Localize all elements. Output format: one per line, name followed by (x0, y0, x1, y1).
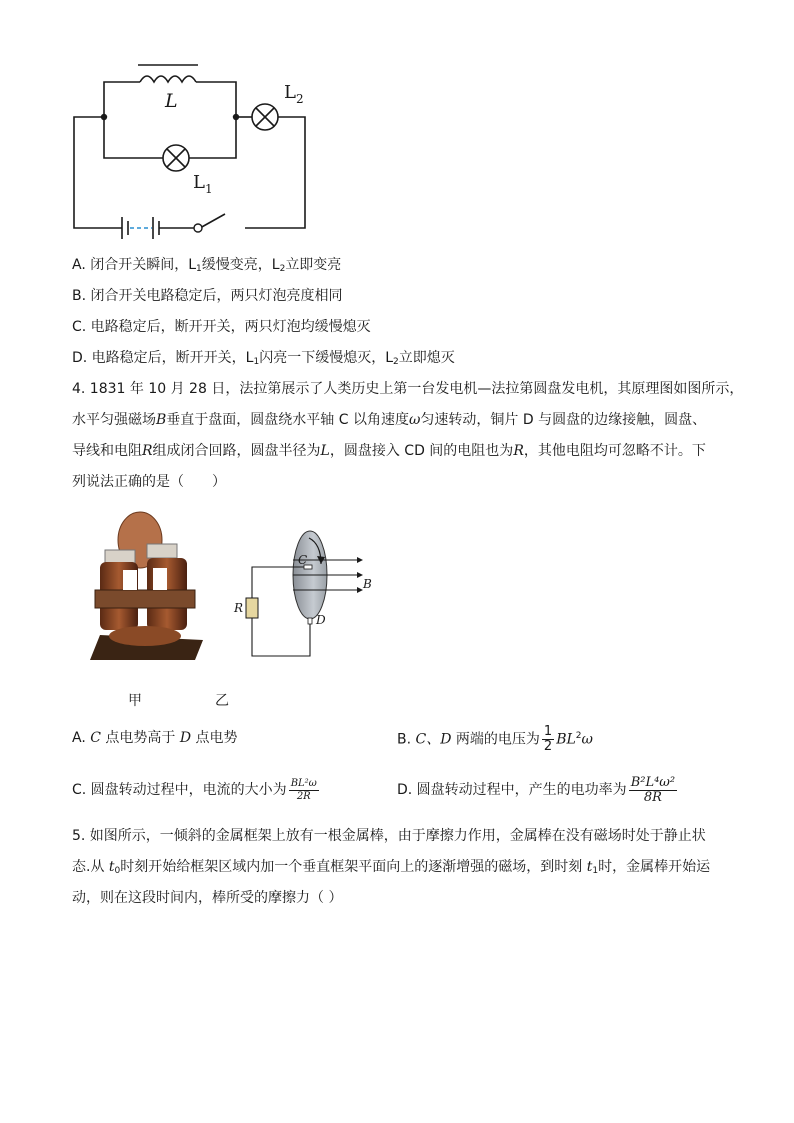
figure-label-jia: 甲 (128, 693, 142, 709)
lamp-l2-label: $L_2$ (284, 82, 304, 106)
q4-option-a: A. C 点电势高于 D 点电势 (72, 730, 238, 746)
q4-stem-line-3: 导线和电阻R组成闭合回路，圆盘半径为L，圆盘接入 CD 间的电阻也为R，其他电阻均可忽略不计。下 (72, 443, 706, 459)
disc-axis-c-label: C (298, 553, 308, 567)
q4-option-b: B. C、D 两端的电压为 $\frac{1}{2}$ $BL^2\omega$ (397, 724, 593, 755)
q4-stem-line-4: 列说法正确的是（ ） (72, 474, 226, 490)
q5-stem-line-2: 态.从 $t_0$时刻开始给框架区域内加一个垂直框架平面向上的逐渐增强的磁场，到时刻 $t_1$时，金属棒开始运 (72, 859, 711, 876)
q3-option-b: B. 闭合开关电路稳定后，两只灯泡亮度相同 (72, 288, 343, 304)
inductor-label: L (165, 90, 178, 112)
resistor-r-label: R (234, 601, 244, 615)
faraday-disc-generator-photo (85, 510, 205, 670)
inductor-lamp-circuit-diagram (60, 55, 330, 250)
lamp-l1-icon (163, 145, 189, 171)
q3-option-c: C. 电路稳定后，断开开关，两只灯泡均缓慢熄灭 (72, 319, 371, 335)
faraday-disc-schematic (225, 520, 385, 665)
q4-stem-line-2: 水平匀强磁场B垂直于盘面，圆盘绕水平轴 C 以角速度ω匀速转动，铜片 D 与圆盘的边缘接触，圆盘、 (72, 412, 707, 428)
magnetic-field-b-label: B (363, 577, 372, 591)
lamp-l1-label: $L_1$ (193, 172, 213, 196)
q3-option-d: D. 电路稳定后，断开开关，$L_1$闪亮一下缓慢熄灭，$L_2$立即熄灭 (72, 350, 455, 367)
q4-option-c: C. 圆盘转动过程中，电流的大小为 $\frac{\text{BL²ω}}{2R}$ (72, 777, 317, 802)
figure-label-yi: 乙 (215, 693, 229, 709)
lamp-l2-icon (252, 104, 278, 130)
q5-stem-line-3: 动，则在这段时间内，棒所受的摩擦力（ ） (72, 890, 343, 906)
brush-d-label: D (316, 613, 326, 627)
q4-option-d: D. 圆盘转动过程中，产生的电功率为 $\frac{\text{B²L⁴ω²}}{8R}$ (397, 774, 676, 805)
q5-stem-line-1: 5. 如图所示，一倾斜的金属框架上放有一根金属棒，由于摩擦力作用，金属棒在没有磁场时处于静止状 (72, 828, 706, 844)
q4-stem-line-1: 4. 1831 年 10 月 28 日，法拉第展示了人类历史上第一台发电机—法拉第圆盘发电机，其原理图如图所示， (72, 381, 744, 397)
q3-option-a: A. 闭合开关瞬间，$L_1$缓慢变亮，$L_2$立即变亮 (72, 257, 342, 274)
